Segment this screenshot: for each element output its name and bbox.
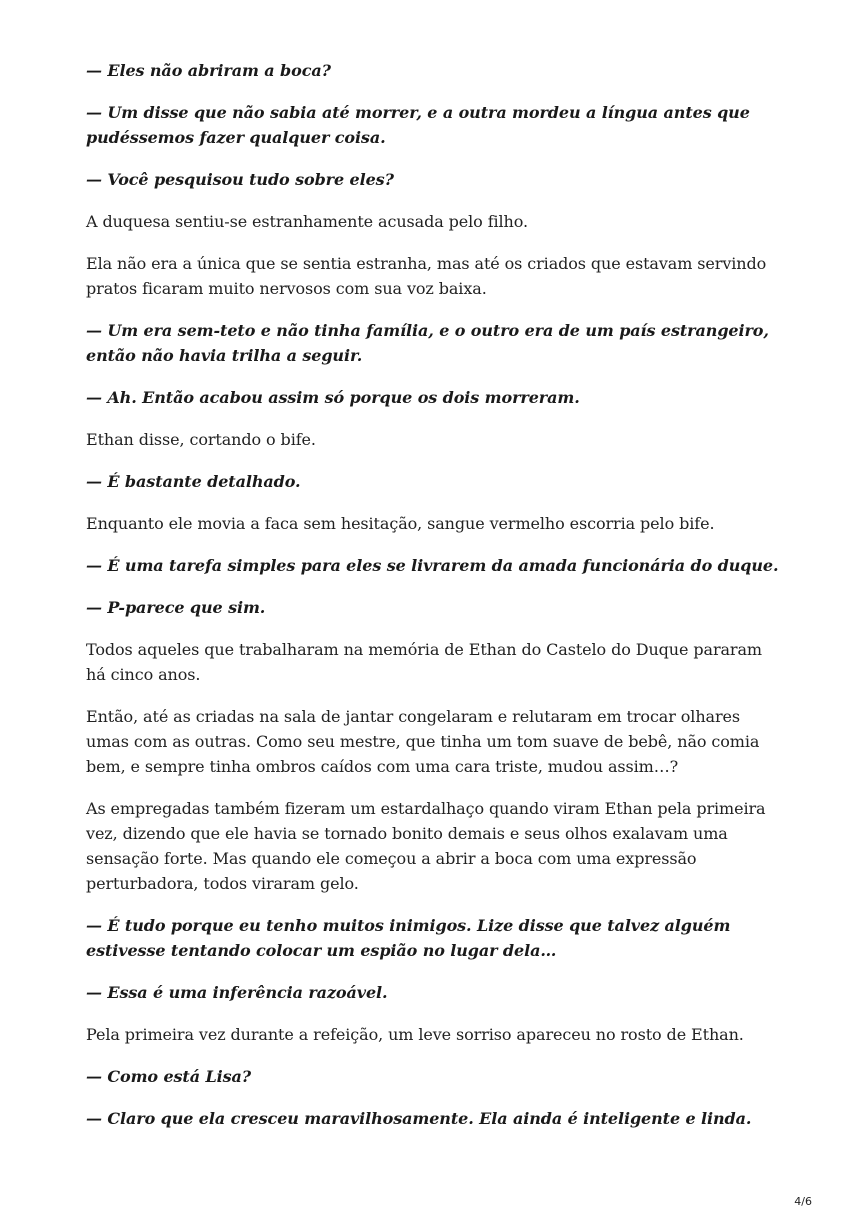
dialog-paragraph: — Um disse que não sabia até morrer, e a outra mordeu a língua antes que pudéssemos fazer qualquer coisa. [86,103,750,147]
dialog-paragraph: — É uma tarefa simples para eles se livrarem da amada funcionária do duque. [86,556,779,575]
narration-paragraph: Ela não era a única que se sentia estranha, mas até os criados que estavam servindo pratos ficaram muito nervosos com sua voz baixa. [86,254,767,298]
dialog-paragraph: — Essa é uma inferência razoável. [86,983,388,1002]
narration-paragraph: A duquesa sentiu-se estranhamente acusada pelo filho. [86,212,528,231]
narration-paragraph: Ethan disse, cortando o bife. [86,430,316,449]
narration-paragraph: Todos aqueles que trabalharam na memória de Ethan do Castelo do Duque pararam há cinco anos. [86,640,762,684]
dialog-paragraph: — Como está Lisa? [86,1067,252,1086]
narration-paragraph: Enquanto ele movia a faca sem hesitação, sangue vermelho escorria pelo bife. [86,514,715,533]
document-body [86,58,786,1148]
narration-paragraph: Pela primeira vez durante a refeição, um leve sorriso apareceu no rosto de Ethan. [86,1025,744,1044]
dialog-paragraph: — É tudo porque eu tenho muitos inimigos. Lize disse que talvez alguém estivesse tentando colocar um espião no lugar dela… [86,916,731,960]
dialog-paragraph: — Um era sem-teto e não tinha família, e o outro era de um país estrangeiro, então não havia trilha a seguir. [86,321,769,365]
page-number: 4/6 [794,1195,812,1208]
dialog-paragraph: — Ah. Então acabou assim só porque os dois morreram. [86,388,580,407]
dialog-paragraph: — Claro que ela cresceu maravilhosamente. Ela ainda é inteligente e linda. [86,1109,752,1128]
dialog-paragraph: — É bastante detalhado. [86,472,301,491]
narration-paragraph: As empregadas também fizeram um estardalhaço quando viram Ethan pela primeira vez, dizendo que ele havia se tornado bonito demais e seus olhos exalavam uma sensação forte. Mas quando ele começou a abrir a boca com uma expressão perturbadora, todos viraram gelo. [86,799,766,893]
narration-paragraph: Então, até as criadas na sala de jantar congelaram e relutaram em trocar olhares umas com as outras. Como seu mestre, que tinha um tom suave de bebê, não comia bem, e sempre tinha ombros caídos com uma cara triste, mudou assim…? [86,707,760,776]
dialog-paragraph: — Eles não abriram a boca? [86,61,331,80]
dialog-paragraph: — Você pesquisou tudo sobre eles? [86,170,394,189]
dialog-paragraph: — P-parece que sim. [86,598,266,617]
